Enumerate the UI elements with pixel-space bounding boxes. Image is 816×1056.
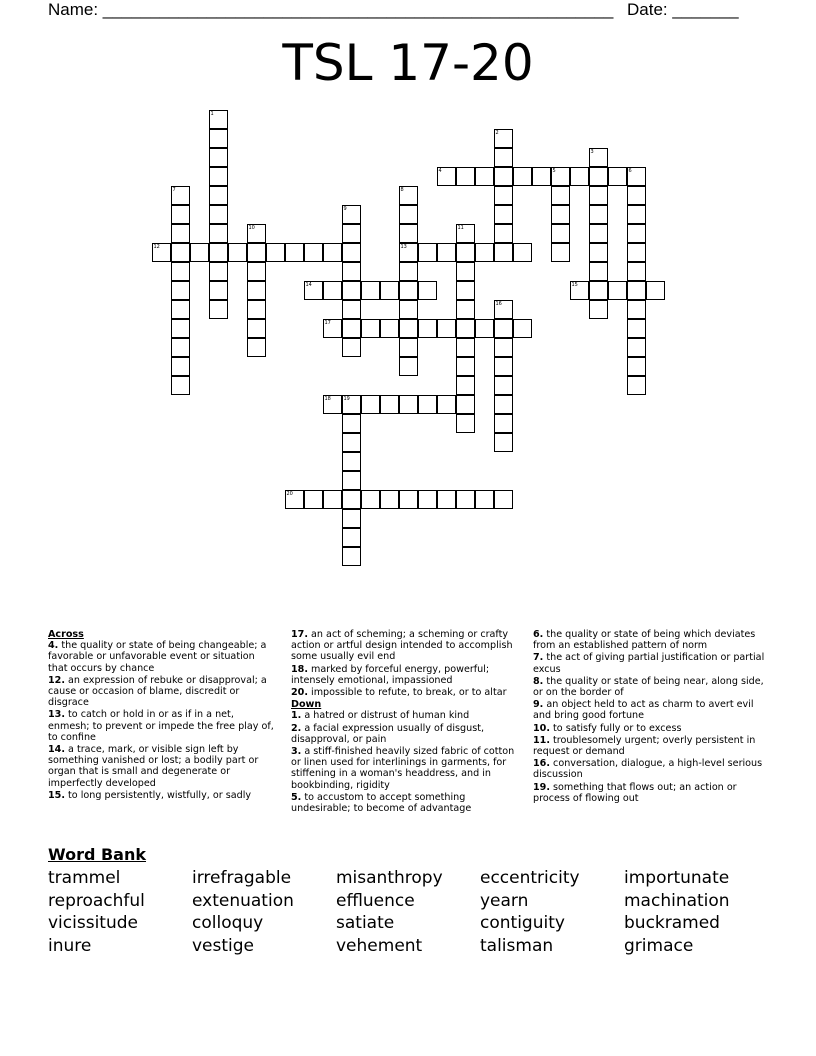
crossword-cell[interactable] — [342, 433, 361, 452]
clue-text: to satisfy fully or to excess — [550, 722, 682, 734]
crossword-cell[interactable] — [456, 281, 475, 300]
crossword-cell[interactable] — [380, 281, 399, 300]
crossword-cell[interactable] — [551, 205, 570, 224]
clue-number: 11. — [533, 734, 550, 746]
crossword-cell[interactable] — [494, 129, 513, 148]
clue-number: 4. — [48, 640, 59, 652]
crossword-cell[interactable] — [209, 300, 228, 319]
crossword-cell[interactable] — [399, 205, 418, 224]
crossword-cell[interactable] — [171, 243, 190, 262]
crossword-cell[interactable] — [494, 357, 513, 376]
word-bank-word: irrefragable — [192, 868, 292, 888]
crossword-cell[interactable] — [247, 338, 266, 357]
crossword-cell[interactable] — [342, 319, 361, 338]
clue-number: 14 — [305, 282, 312, 288]
clue — [291, 710, 523, 721]
crossword-cell[interactable] — [494, 433, 513, 452]
clue — [533, 782, 765, 804]
crossword-cell[interactable] — [323, 243, 342, 262]
crossword-cell[interactable] — [494, 148, 513, 167]
word-bank-word: contiguity — [480, 913, 565, 934]
clue-text: a stiff-finished heavily sized fabric of cotton or linen used for interlinings in garments, for stiffening in a woman's headdress, and in bookbinding, rigidity — [291, 746, 515, 791]
crossword-cell[interactable] — [551, 167, 570, 186]
crossword-cell[interactable] — [304, 281, 323, 300]
crossword-cell[interactable] — [171, 300, 190, 319]
crossword-cell[interactable] — [247, 224, 266, 243]
crossword-cell[interactable] — [570, 167, 589, 186]
crossword-cell[interactable] — [589, 148, 608, 167]
crossword-cell[interactable] — [342, 395, 361, 414]
clue-number: 3. — [291, 746, 302, 758]
crossword-cell[interactable] — [437, 319, 456, 338]
clue-text: an act of scheming; a scheming or crafty action or artful design intended to accomplish some usually evil end — [291, 629, 513, 663]
crossword-cell[interactable] — [342, 547, 361, 566]
crossword-cell[interactable] — [399, 338, 418, 357]
crossword-cell[interactable] — [247, 300, 266, 319]
crossword-cell[interactable] — [532, 167, 551, 186]
clue-number: 7. — [533, 652, 544, 664]
clue-number: 20 — [286, 491, 293, 497]
crossword-cell[interactable] — [551, 186, 570, 205]
crossword-cell[interactable] — [627, 262, 646, 281]
down-clue-list — [291, 710, 523, 814]
crossword-cell[interactable] — [323, 490, 342, 509]
crossword-cell[interactable] — [342, 281, 361, 300]
crossword-cell[interactable] — [418, 490, 437, 509]
crossword-cell[interactable] — [399, 243, 418, 262]
name-field-label[interactable]: Name: ______________________________________________________ — [48, 0, 614, 19]
crossword-cell[interactable] — [342, 262, 361, 281]
clue — [48, 640, 276, 674]
crossword-cell[interactable] — [209, 167, 228, 186]
clue-number: 12 — [153, 244, 160, 250]
crossword-cell[interactable] — [380, 319, 399, 338]
crossword-cell[interactable] — [551, 224, 570, 243]
crossword-cell[interactable] — [627, 357, 646, 376]
clues-column-1 — [48, 629, 276, 802]
clue — [291, 664, 523, 686]
clue-text: something that flows out; an action or process of flowing out — [533, 781, 737, 804]
crossword-cell[interactable] — [513, 319, 532, 338]
word-bank-word: reproachful — [48, 890, 145, 911]
word-bank-word: vestige — [192, 936, 255, 957]
clue — [291, 629, 523, 663]
word-bank-title: Word Bank — [48, 845, 147, 864]
clue-number: 8. — [533, 675, 544, 687]
crossword-cell[interactable] — [399, 357, 418, 376]
clue-text: the quality or state of being which deviates from an established pattern of norm — [533, 629, 756, 652]
crossword-cell[interactable] — [342, 414, 361, 433]
clue-number: 1 — [210, 111, 214, 117]
crossword-cell[interactable] — [342, 452, 361, 471]
crossword-cell[interactable] — [627, 376, 646, 395]
crossword-cell[interactable] — [589, 186, 608, 205]
crossword-cell[interactable] — [456, 167, 475, 186]
clue — [291, 792, 523, 814]
clue — [533, 735, 765, 757]
crossword-cell[interactable] — [475, 167, 494, 186]
crossword-cell[interactable] — [627, 300, 646, 319]
crossword-cell[interactable] — [418, 243, 437, 262]
crossword-cell[interactable] — [437, 395, 456, 414]
crossword-cell[interactable] — [171, 338, 190, 357]
clue-number: 14. — [48, 744, 65, 756]
crossword-cell[interactable] — [361, 319, 380, 338]
clue — [291, 723, 523, 745]
crossword-cell[interactable] — [437, 167, 456, 186]
clue-text: impossible to refute, to break, or to altar — [308, 687, 507, 699]
word-bank-word: machination — [624, 890, 730, 911]
clue-text: an expression of rebuke or disapproval; a cause or occasion of blame, discredit or disgrace — [48, 674, 267, 709]
clue-number: 10 — [248, 225, 255, 231]
crossword-cell[interactable] — [342, 300, 361, 319]
word-bank-word: vicissitude — [48, 913, 138, 934]
crossword-cell[interactable] — [494, 243, 513, 262]
crossword-cell[interactable] — [494, 319, 513, 338]
crossword-cell[interactable] — [589, 167, 608, 186]
crossword-cell[interactable] — [475, 243, 494, 262]
clue-text: the quality or state of being changeable; a favorable or unfavorable event or situation that occurs by chance — [48, 640, 267, 674]
crossword-cell[interactable] — [152, 243, 171, 262]
crossword-cell[interactable] — [247, 262, 266, 281]
clues-column-2 — [291, 629, 523, 815]
crossword-cell[interactable] — [342, 243, 361, 262]
clue — [48, 790, 276, 801]
crossword-cell[interactable] — [342, 338, 361, 357]
clue-number: 12. — [48, 674, 65, 686]
crossword-cell[interactable] — [399, 395, 418, 414]
word-bank-word: colloquy — [192, 913, 264, 934]
word-bank-word: misanthropy — [336, 868, 443, 888]
across-clue-list — [48, 640, 276, 801]
clue-number: 16. — [533, 758, 550, 770]
crossword-cell[interactable] — [209, 129, 228, 148]
crossword-cell[interactable] — [285, 243, 304, 262]
crossword-cell[interactable] — [323, 395, 342, 414]
crossword-cell[interactable] — [171, 205, 190, 224]
clue-number: 13 — [400, 244, 407, 250]
crossword-cell[interactable] — [589, 224, 608, 243]
crossword-cell[interactable] — [513, 243, 532, 262]
crossword-cell[interactable] — [342, 471, 361, 490]
crossword-cell[interactable] — [171, 224, 190, 243]
clue — [291, 687, 523, 698]
crossword-cell[interactable] — [627, 224, 646, 243]
across-clue-list-continued — [291, 629, 523, 698]
crossword-cell[interactable] — [399, 300, 418, 319]
crossword-cell[interactable] — [399, 224, 418, 243]
crossword-cell[interactable] — [494, 490, 513, 509]
crossword-cell[interactable] — [494, 395, 513, 414]
clue-number: 7 — [172, 187, 176, 193]
clue-text: a hatred or distrust of human kind — [301, 710, 470, 722]
down-clue-list-continued — [533, 629, 765, 804]
clue-number: 11 — [457, 225, 464, 231]
word-bank-word: vehement — [336, 936, 423, 957]
clue-number: 17. — [291, 629, 308, 640]
date-field-label[interactable]: Date: _______ — [627, 0, 739, 19]
clue-text: to long persistently, wistfully, or sadly — [65, 789, 252, 801]
crossword-cell[interactable] — [494, 414, 513, 433]
crossword-cell[interactable] — [342, 528, 361, 547]
crossword-cell[interactable] — [494, 376, 513, 395]
crossword-cell[interactable] — [494, 167, 513, 186]
crossword-cell[interactable] — [399, 281, 418, 300]
clue-number: 15 — [571, 282, 578, 288]
crossword-cell[interactable] — [608, 281, 627, 300]
clue — [48, 675, 276, 709]
word-bank-word: talisman — [480, 936, 554, 957]
clue-text: marked by forceful energy, powerful; intensely emotional, impassioned — [291, 663, 490, 686]
crossword-cell[interactable] — [361, 281, 380, 300]
word-bank-word: yearn — [480, 890, 529, 911]
crossword-cell[interactable] — [171, 357, 190, 376]
crossword-cell[interactable] — [361, 395, 380, 414]
crossword-cell[interactable] — [399, 490, 418, 509]
clue-number: 16 — [495, 301, 502, 307]
crossword-cell[interactable] — [209, 262, 228, 281]
clue-text: to catch or hold in or as if in a net, enmesh; to prevent or impede the free play of, to confine — [48, 709, 274, 743]
crossword-cell[interactable] — [456, 319, 475, 338]
crossword-cell[interactable] — [627, 319, 646, 338]
crossword-cell[interactable] — [342, 205, 361, 224]
crossword-cell[interactable] — [342, 490, 361, 509]
crossword-cell[interactable] — [608, 167, 627, 186]
crossword-cell[interactable] — [361, 490, 380, 509]
crossword-cell[interactable] — [494, 205, 513, 224]
clue-number: 9. — [533, 699, 544, 711]
clue-text: the act of giving partial justification or partial excus — [533, 652, 765, 675]
crossword-cell[interactable] — [437, 243, 456, 262]
crossword-cell[interactable] — [380, 490, 399, 509]
crossword-cell[interactable] — [456, 357, 475, 376]
page-title: TSL 17-20 — [282, 34, 534, 92]
crossword-cell[interactable] — [209, 148, 228, 167]
crossword-cell[interactable] — [456, 224, 475, 243]
clue-number: 17 — [324, 320, 331, 326]
clue-number: 5 — [552, 168, 556, 174]
crossword-cell[interactable] — [494, 186, 513, 205]
crossword-cell[interactable] — [285, 490, 304, 509]
clue-number: 2 — [495, 130, 499, 136]
crossword-cell[interactable] — [209, 186, 228, 205]
crossword-cell[interactable] — [475, 490, 494, 509]
crossword-cell[interactable] — [570, 281, 589, 300]
clue-number: 3 — [590, 149, 594, 155]
clue-number: 1. — [291, 710, 302, 722]
crossword-cell[interactable] — [494, 338, 513, 357]
word-bank-word: satiate — [336, 913, 395, 934]
clue — [533, 723, 765, 734]
clue-text: to accustom to accept something undesirable; to become of advantage — [291, 791, 472, 815]
crossword-cell[interactable] — [418, 395, 437, 414]
crossword-cell[interactable] — [209, 281, 228, 300]
word-bank-word: buckramed — [624, 913, 720, 934]
clue-number: 6. — [533, 629, 544, 640]
crossword-cell[interactable] — [380, 395, 399, 414]
clue-number: 4 — [438, 168, 442, 174]
crossword-cell[interactable] — [209, 224, 228, 243]
crossword-cell[interactable] — [228, 243, 247, 262]
crossword-cell[interactable] — [589, 262, 608, 281]
crossword-cell[interactable] — [513, 167, 532, 186]
crossword-cell[interactable] — [418, 281, 437, 300]
clue-text: an object held to act as charm to avert evil and bring good fortune — [533, 699, 754, 722]
crossword-cell[interactable] — [589, 281, 608, 300]
crossword-cell[interactable] — [418, 319, 437, 338]
crossword-cell[interactable] — [646, 281, 665, 300]
crossword-cell[interactable] — [209, 243, 228, 262]
clue-text: the quality or state of being near, along side, or on the border of — [533, 675, 764, 699]
clue-number: 8 — [400, 187, 404, 193]
crossword-cell[interactable] — [171, 376, 190, 395]
word-bank-word: effluence — [336, 890, 415, 911]
crossword-cell[interactable] — [171, 319, 190, 338]
crossword-cell[interactable] — [399, 262, 418, 281]
clue — [533, 652, 765, 674]
crossword-cell[interactable] — [627, 338, 646, 357]
clue-text: a trace, mark, or visible sign left by something vanished or lost; a bodily part or organ that is small and degenerate or imperfectly developed — [48, 744, 259, 789]
crossword-cell[interactable] — [456, 414, 475, 433]
clue-number: 5. — [291, 791, 302, 803]
crossword-cell[interactable] — [247, 281, 266, 300]
clue-text: a facial expression usually of disgust, disapproval, or pain — [291, 722, 485, 745]
crossword-cell[interactable] — [399, 319, 418, 338]
crossword-cell[interactable] — [209, 110, 228, 129]
crossword-cell[interactable] — [627, 167, 646, 186]
crossword-cell[interactable] — [171, 186, 190, 205]
crossword-cell[interactable] — [456, 300, 475, 319]
crossword-cell[interactable] — [456, 338, 475, 357]
crossword-cell[interactable] — [190, 243, 209, 262]
clue — [533, 676, 765, 698]
crossword-cell[interactable] — [323, 319, 342, 338]
word-bank-word: importunate — [624, 868, 730, 888]
crossword-cell[interactable] — [171, 281, 190, 300]
clue — [48, 709, 276, 743]
clue — [48, 744, 276, 789]
crossword-cell[interactable] — [627, 243, 646, 262]
clue — [533, 758, 765, 780]
clue-number: 15. — [48, 789, 65, 801]
crossword-cell[interactable] — [494, 300, 513, 319]
clue-number: 13. — [48, 709, 65, 721]
down-heading: Down — [291, 699, 322, 711]
crossword-cell[interactable] — [456, 376, 475, 395]
crossword-cell[interactable] — [437, 490, 456, 509]
crossword-cell[interactable] — [627, 281, 646, 300]
crossword-cell[interactable] — [247, 243, 266, 262]
clue-number: 2. — [291, 722, 302, 734]
word-bank-word: trammel — [48, 868, 121, 888]
clue — [291, 746, 523, 791]
crossword-cell[interactable] — [551, 243, 570, 262]
crossword-cell[interactable] — [494, 224, 513, 243]
word-bank-word: extenuation — [192, 890, 294, 911]
crossword-cell[interactable] — [304, 243, 323, 262]
word-bank-word: eccentricity — [480, 868, 580, 888]
clues-column-3 — [533, 629, 765, 805]
crossword-cell[interactable] — [266, 243, 285, 262]
crossword-cell[interactable] — [456, 243, 475, 262]
clue-number: 10. — [533, 722, 550, 734]
clue-number: 6 — [628, 168, 632, 174]
crossword-cell[interactable] — [247, 319, 266, 338]
clue — [533, 699, 765, 721]
crossword-cell[interactable] — [171, 262, 190, 281]
crossword-cell[interactable] — [456, 490, 475, 509]
crossword-cell[interactable] — [342, 224, 361, 243]
clue-number: 18. — [291, 663, 308, 675]
crossword-cell[interactable] — [475, 319, 494, 338]
clue-text: troublesomely urgent; overly persistent in request or demand — [533, 734, 756, 758]
clue-number: 19. — [533, 781, 550, 793]
clue-text: conversation, dialogue, a high-level serious discussion — [533, 758, 763, 781]
crossword-cell[interactable] — [627, 205, 646, 224]
crossword-cell[interactable] — [456, 395, 475, 414]
word-bank-word: inure — [48, 936, 92, 957]
crossword-cell[interactable] — [209, 205, 228, 224]
clue-number: 9 — [343, 206, 347, 212]
crossword-cell[interactable] — [323, 281, 342, 300]
crossword-cell[interactable] — [589, 205, 608, 224]
clue-number: 20. — [291, 687, 308, 699]
crossword-cell[interactable] — [589, 243, 608, 262]
word-bank-word: grimace — [624, 936, 694, 957]
clue-number: 19 — [343, 396, 350, 402]
clue-number: 18 — [324, 396, 331, 402]
clue — [533, 629, 765, 651]
across-heading: Across — [48, 629, 84, 640]
crossword-cell[interactable] — [304, 490, 323, 509]
crossword-cell[interactable] — [456, 262, 475, 281]
crossword-cell[interactable] — [627, 186, 646, 205]
crossword-cell[interactable] — [399, 186, 418, 205]
crossword-cell[interactable] — [589, 300, 608, 319]
crossword-cell[interactable] — [342, 509, 361, 528]
